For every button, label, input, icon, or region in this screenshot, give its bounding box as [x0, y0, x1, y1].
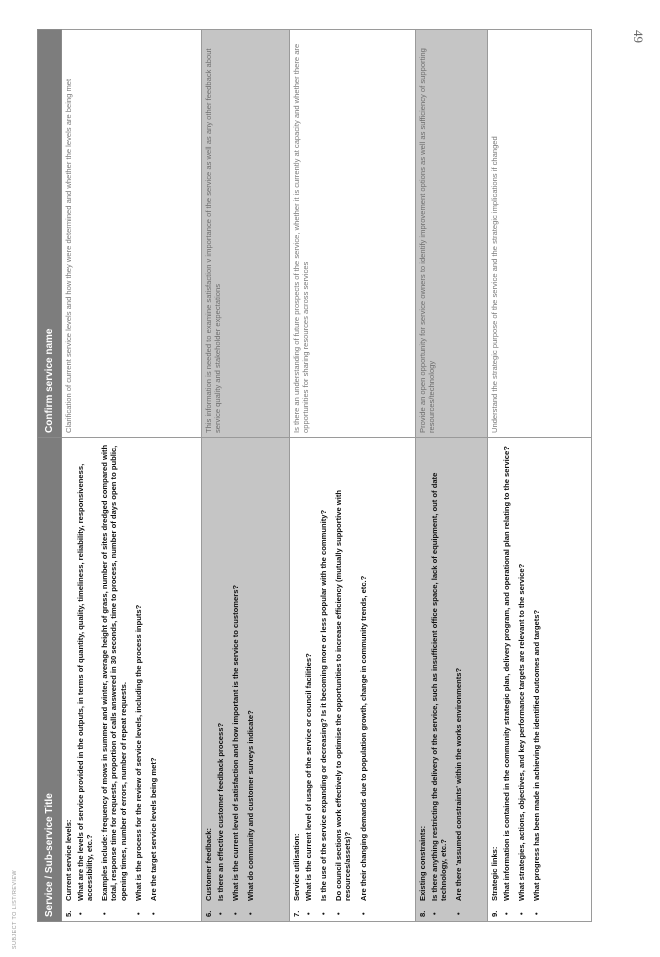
question-list [216, 442, 255, 917]
list-item: • Are the target service levels being met? [149, 442, 158, 901]
section-title: Existing constraints: [418, 825, 427, 901]
description-cell: Is there an understanding of future prospects of the service, whether it is currently at capacity and whether there are opportunities for sharing resources across services [290, 30, 416, 438]
question-cell [62, 438, 202, 922]
list-item: • What strategies, actions, objectives, and key performance targets are relevant to the service? [517, 442, 526, 901]
section-heading [204, 442, 213, 917]
question-list [430, 442, 463, 917]
section-number: 5. [64, 910, 73, 917]
section-number: 8. [418, 910, 427, 917]
list-item: • What progress has been made in achieving the identified outcomes and targets? [532, 442, 541, 901]
table-row [62, 30, 202, 922]
question-cell [416, 438, 488, 922]
description-cell: This information is needed to examine satisfaction v importance of the service as well as any other feedback about service quality and stakeholder expectations [202, 30, 290, 438]
section-title: Service utilisation: [292, 833, 301, 901]
description-cell: Provide an open opportunity for service owners to identify improvement options as well as sufficiency of supporting resources/technology [416, 30, 488, 438]
table-row [488, 30, 592, 922]
section-heading [490, 442, 499, 917]
question-cell [202, 438, 290, 922]
list-item: • Is there anything restricting the delivery of the service, such as insufficient office space, lack of equipment, out of date technology, etc.? [430, 442, 448, 901]
table-row [290, 30, 416, 922]
section-number: 7. [292, 910, 301, 917]
header-confirm-service: Confirm service name [38, 30, 62, 438]
list-item: • Is there an effective customer feedback process? [216, 442, 225, 901]
footer-text: SUBJECT TO LIST/REVIEW [12, 869, 18, 949]
question-list [76, 442, 158, 917]
list-item: • Do council sections work effectively to optimise the opportunities to increase efficiency (mutually supportive with resources/assets)? [334, 442, 352, 901]
list-item: • What is the process for the review of service levels, including the process inputs? [134, 442, 143, 901]
question-cell [290, 438, 416, 922]
list-item: • Examples include: frequency of mows in summer and winter, average height of grass, number of sites dredged compared with total, response time for requests, proportion of calls answered in 30 seconds, time to process, number of days open to public, opening times, number of errors, number of repeat requests. [100, 442, 127, 901]
list-item: • Is the use of the service expanding or decreasing? Is it becoming more or less popular with the community? [319, 442, 328, 901]
list-item: • What information is contained in the community strategic plan, delivery program, and operational plan relating to the service? [502, 442, 511, 901]
table-header-row [38, 30, 62, 922]
question-list [304, 442, 368, 917]
list-item: • What is the current level of usage of the service or council facilities? [304, 442, 313, 901]
list-item: • What is the current level of satisfaction and how important is the service to customers? [231, 442, 240, 901]
section-heading [64, 442, 73, 917]
section-heading [418, 442, 427, 917]
table-row [416, 30, 488, 922]
list-item: • What are the levels of service provided in the outputs, in terms of quantity, quality, timeliness, reliability, responsiveness, accessibility, etc.? [76, 442, 94, 901]
section-number: 9. [490, 910, 499, 917]
list-item: • Are their changing demands due to population growth, change in community trends, etc.? [359, 442, 368, 901]
description-cell: Understand the strategic purpose of the service and the strategic implications if changed [488, 30, 592, 438]
section-heading [292, 442, 301, 917]
section-number: 6. [204, 910, 213, 917]
service-review-table [37, 29, 592, 922]
section-title: Strategic links: [490, 846, 499, 901]
section-title: Current service levels: [64, 819, 73, 901]
question-cell [488, 438, 592, 922]
list-item: • What do community and customer surveys indicate? [246, 442, 255, 901]
header-service-title: Service / Sub-service Title [38, 438, 62, 922]
description-cell: Clarification of current service levels and how they were determined and whether the levels are being met [62, 30, 202, 438]
page-number: 49 [631, 30, 646, 43]
section-title: Customer feedback: [204, 827, 213, 901]
table-row [202, 30, 290, 922]
rotated-table-container [37, 30, 592, 922]
list-item: • Are there 'assumed constraints' within the works environments? [454, 442, 463, 901]
question-list [502, 442, 541, 917]
